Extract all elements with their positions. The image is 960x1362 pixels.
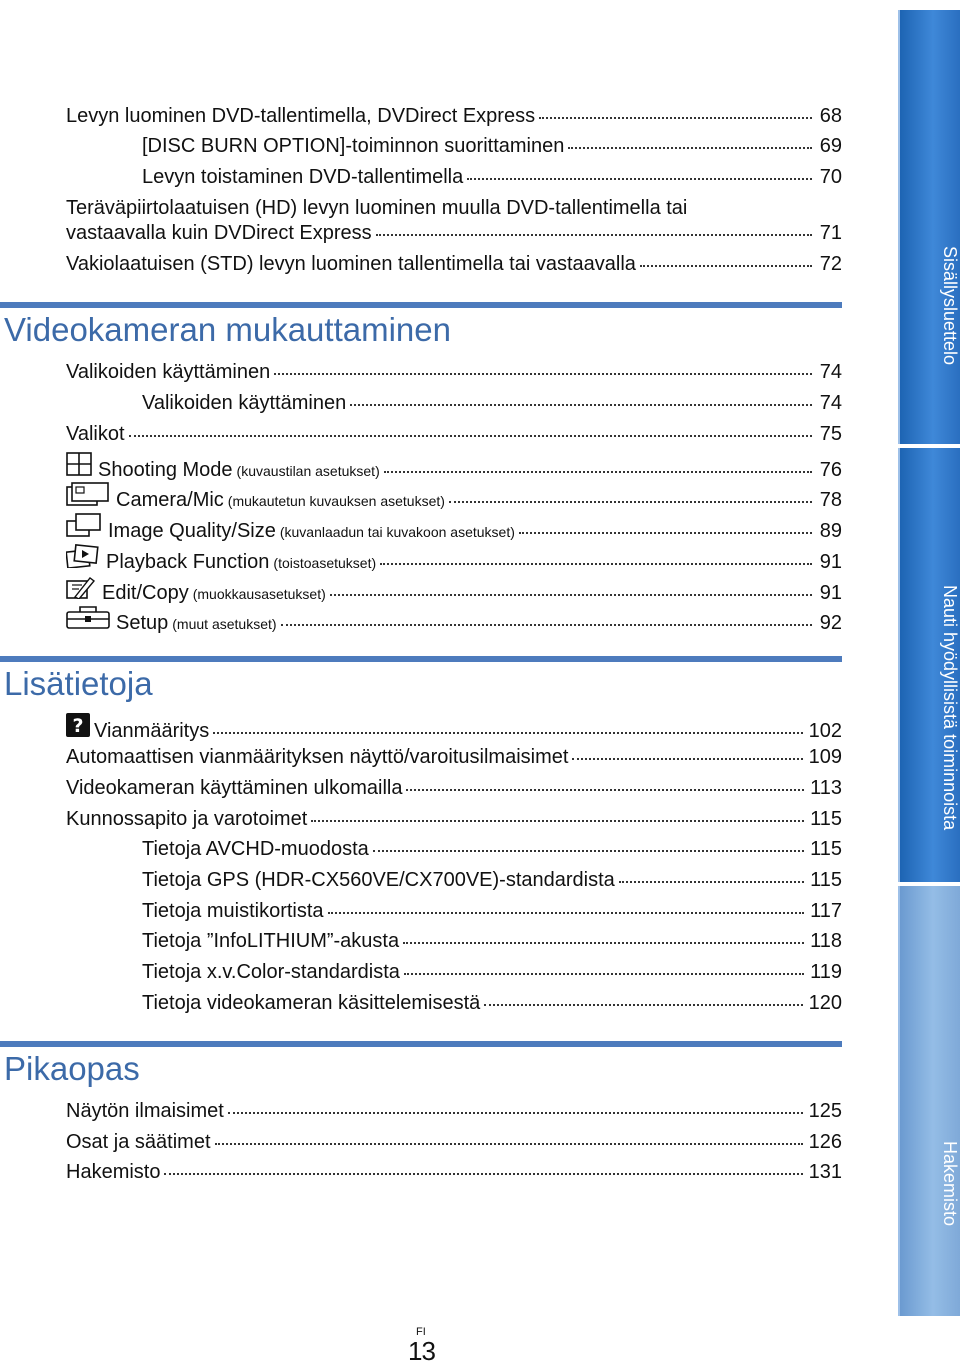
leader-dots [384,469,812,473]
toc-entry[interactable] [0,482,842,514]
toc-entry-page: 115 [810,808,842,830]
toc-entry-label: Tietoja muistikortista [142,900,324,922]
leader-dots [274,371,812,375]
toc-entry-label: Tietoja x.v.Color-standardista [142,961,400,983]
leader-dots [228,1110,803,1114]
toc-entry[interactable] [0,867,842,893]
toc-entry-page: 109 [808,746,842,768]
toc-entry-page: 72 [819,253,842,275]
section-title: Videokameran mukauttaminen [4,311,451,348]
toc-entry-page: 92 [819,612,842,634]
toc-entry-sub: (toistoasetukset) [273,555,377,571]
toc-entry-page: 102 [808,720,842,742]
toc-entry-page: 70 [819,166,842,188]
toc-entry-page: 131 [808,1161,842,1183]
toc-entry-page: 119 [810,961,842,983]
toc-entry-label: Setup [116,612,169,634]
leader-dots [215,1141,803,1145]
toc-entry-page: 89 [819,520,842,542]
toc-entry-label: Valikot [66,423,125,445]
leader-dots [350,402,812,406]
leader-dots [403,940,804,944]
toc-entry-sub: (muut asetukset) [172,616,277,632]
toc-entry[interactable] [0,605,842,637]
toc-entry[interactable] [0,513,842,545]
toc-entry-label: Hakemisto [66,1161,161,1183]
toc-entry-page: 118 [810,930,842,952]
toc-entry[interactable] [0,775,842,801]
leader-dots [281,622,812,626]
toc-entry[interactable] [0,544,842,576]
shooting-mode-icon [66,452,92,476]
toc-entry[interactable] [0,452,842,484]
toc-entry-page: 115 [810,838,842,860]
leader-dots [328,910,805,914]
side-tab-label: Hakemisto [940,1141,960,1227]
toc-entry[interactable] [0,103,842,129]
toc-entry-label: Tietoja AVCHD-muodosta [142,838,369,860]
leader-dots [539,115,812,119]
toc-entry[interactable] [0,898,842,924]
leader-dots [376,232,812,236]
toc-entry-page: 76 [819,459,842,481]
toc-entry-label: Tietoja ”InfoLITHIUM”-akusta [142,930,400,952]
toc-entry-page: 125 [808,1100,842,1122]
toc-entry-label: Tietoja GPS (HDR-CX560VE/CX700VE)-standardista [142,869,615,891]
toc-entry[interactable] [0,133,842,159]
leader-dots [406,787,804,791]
toc-entry-page: 71 [819,222,842,244]
toc-entry-label: Camera/Mic [116,489,224,511]
toc-entry-sub: (kuvaustilan asetukset) [236,463,380,479]
setup-icon [66,605,110,629]
toc-entry-label: Tietoja videokameran käsittelemisestä [142,992,481,1014]
toc-entry[interactable] [0,928,842,954]
toc-entry-sub: (kuvanlaadun tai kuvakoon asetukset) [279,524,515,540]
toc-entry-label: Valikoiden käyttäminen [66,361,271,383]
edit-copy-icon [66,575,96,599]
toc-entry-label: Valikoiden käyttäminen [142,392,347,414]
section-title: Lisätietoja [4,665,153,702]
toc-entry-label: Teräväpiirtolaatuisen (HD) levyn luominen muulla DVD-tallentimella tai [66,197,688,219]
toc-entry-page: 69 [819,135,842,157]
toc-entry-page: 120 [808,992,842,1014]
toc-entry-label: vastaavalla kuin DVDirect Express [66,222,372,244]
toc-entry[interactable] [0,359,842,385]
toc-entry[interactable] [0,421,842,447]
toc-entry-label: Playback Function [106,551,270,573]
section-rule [0,1041,842,1047]
leader-dots [568,145,812,149]
camera-mic-icon [66,482,110,506]
toc-entry-sub: (muokkausasetukset) [192,586,326,602]
toc-entry[interactable] [0,959,842,985]
toc-entry-label: Näytön ilmaisimet [66,1100,224,1122]
toc-entry[interactable] [0,1159,842,1185]
leader-dots [640,263,812,267]
toc-entry[interactable] [0,990,842,1016]
toc-entry-label: Image Quality/Size [108,520,276,542]
footer-language: FI [416,1326,426,1338]
toc-entry-label: Edit/Copy [102,582,189,604]
toc-entry[interactable] [0,744,842,770]
toc-entry-label: [DISC BURN OPTION]-toiminnon suorittaminen [142,135,565,157]
toc-entry-page: 74 [819,392,842,414]
leader-dots [373,848,804,852]
section-rule [0,302,842,308]
toc-entry-label: Osat ja säätimet [66,1131,211,1153]
playback-function-icon [66,544,100,568]
toc-entry-page: 78 [819,489,842,511]
toc-entry-page: 115 [810,869,842,891]
leader-dots [164,1171,802,1175]
leader-dots [380,561,812,565]
leader-dots [330,592,812,596]
side-tab-index[interactable] [898,886,960,1316]
section-rule [0,656,842,662]
leader-dots [467,176,812,180]
leader-dots [311,818,804,822]
leader-dots [519,530,812,534]
toc-entry[interactable] [0,806,842,832]
toc-entry-label: Vianmääritys [94,720,210,742]
toc-entry-page: 68 [819,105,842,127]
svg-text:?: ? [72,715,84,737]
toc-entry[interactable] [0,220,842,246]
toc-entry[interactable] [0,1098,842,1124]
toc-entry-page: 75 [819,423,842,445]
leader-dots [449,499,812,503]
toc-entry-page: 113 [810,777,842,799]
toc-entry-label: Automaattisen vianmäärityksen näyttö/varoitusilmaisimet [66,746,569,768]
side-tab-features[interactable] [898,448,960,882]
toc-entry-label: Levyn luominen DVD-tallentimella, DVDirect Express [66,105,536,127]
toc-entry-label: Videokameran käyttäminen ulkomailla [66,777,403,799]
toc-entry-page: 126 [808,1131,842,1153]
toc-entry[interactable] [0,713,842,744]
toc-entry[interactable] [0,164,842,190]
section-title: Pikaopas [4,1050,140,1087]
toc-entry-label: Shooting Mode [98,459,233,481]
toc-entry-sub: (mukautetun kuvauksen asetukset) [227,493,445,509]
page-number: 13 [408,1336,435,1362]
leader-dots [572,756,802,760]
toc-entry[interactable] [0,251,842,277]
leader-dots [213,730,802,734]
toc-entry-label: Vakiolaatuisen (STD) levyn luominen tallentimella tai vastaavalla [66,253,636,275]
side-tab-label: Sisällysluettelo [940,246,960,366]
toc-entry-line1[interactable] [0,195,842,221]
question-icon [66,713,90,737]
leader-dots [129,433,812,437]
side-tab-label: Nauti hyödyllisistä toiminnoista [940,585,960,831]
toc-entry-label: Levyn toistaminen DVD-tallentimella [142,166,464,188]
toc-entry[interactable] [0,836,842,862]
toc-entry-page: 91 [819,582,842,604]
toc-entry[interactable] [0,575,842,607]
image-quality-icon [66,513,102,537]
toc-entry[interactable] [0,1129,842,1155]
toc-entry[interactable] [0,390,842,416]
leader-dots [404,971,804,975]
toc-entry-label: Kunnossapito ja varotoimet [66,808,308,830]
toc-entry-page: 91 [819,551,842,573]
leader-dots [484,1002,802,1006]
leader-dots [619,879,804,883]
side-tab-contents[interactable] [898,10,960,444]
toc-entry-page: 74 [819,361,842,383]
toc-entry-page: 117 [810,900,842,922]
